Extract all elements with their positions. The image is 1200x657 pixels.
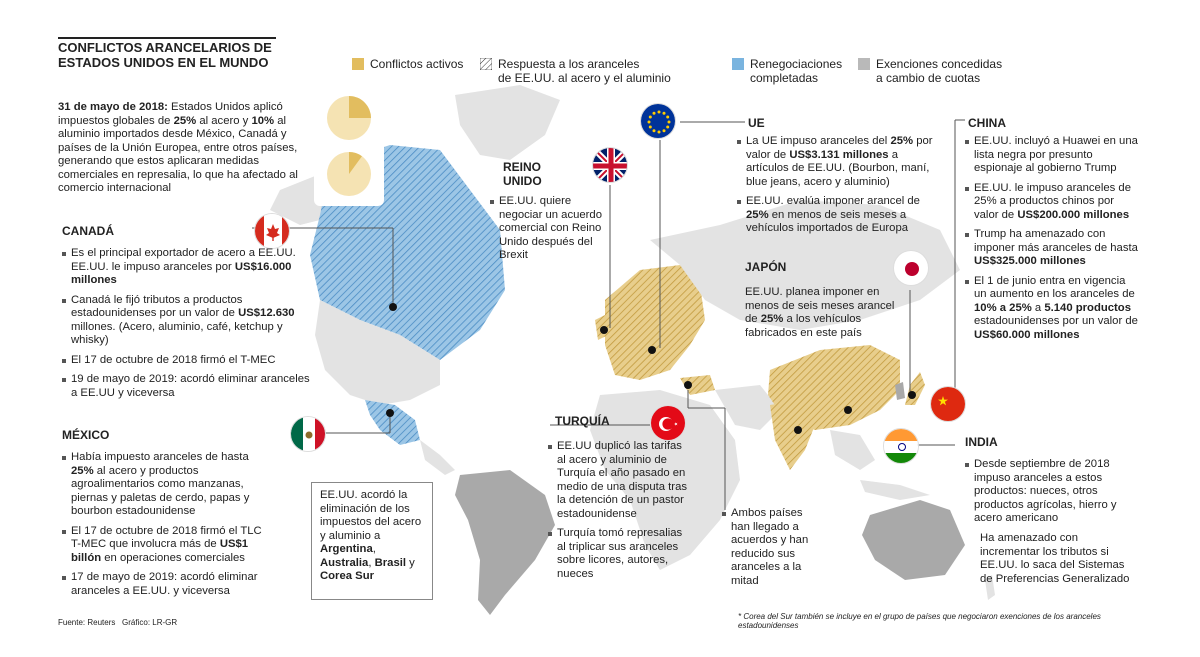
- title-line-1: CONFLICTOS ARANCELARIOS DE: [58, 40, 272, 55]
- turkey-flag-icon: [650, 405, 686, 441]
- country-argentina: Argentina: [320, 543, 373, 555]
- eu-flag-icon: [640, 103, 676, 139]
- pie-panel: [314, 88, 384, 206]
- intro-text: [58, 101, 308, 196]
- legend-label: Renegociaciones: [750, 57, 843, 71]
- intro-date: 31 de mayo de 2018:: [58, 101, 168, 113]
- source-label: Fuente: Reuters: [58, 618, 116, 627]
- japan-text-part: EE.UU. planea imponer en menos de seis meses arancel de: [745, 286, 895, 325]
- intro-pct-aluminum: 10%: [251, 114, 275, 127]
- eu-item-text: a artículos de EE.UU. (Bourbon, maní, blue jeans, acero y aluminio): [746, 148, 930, 188]
- both-countries-list: [722, 507, 812, 594]
- list-item: [965, 182, 1140, 223]
- uk-heading-1: REINO: [503, 160, 542, 174]
- canada-item-text: Canadá le fijó tributos a productos estadounidenses por un valor de: [71, 293, 243, 319]
- legend-label: a cambio de cuotas: [876, 71, 981, 85]
- greenland-shape: [455, 85, 560, 160]
- china-item-bold: 5.140 productos: [1044, 301, 1131, 314]
- legend-label: Conflictos activos: [370, 57, 464, 71]
- china-item-text: Trump ha amenazado con imponer más aranceles de hasta: [974, 228, 1138, 254]
- legend-swatch-blue: [732, 58, 744, 70]
- list-item: [737, 195, 937, 236]
- footer-source: [58, 618, 177, 627]
- canada-item-bold: US$16.000 millones: [71, 260, 292, 286]
- canada-heading: CANADÁ: [62, 224, 114, 238]
- pie-charts: [314, 88, 384, 206]
- mexico-heading: MÉXICO: [62, 428, 110, 442]
- list-item: Desde septiembre de 2018 impuso aranceles a estos productos: nueces, otros productos agrícolas, hierro y acero americano: [965, 458, 1140, 526]
- eu-item-text: por valor de: [746, 135, 933, 161]
- country-australia: Australia: [320, 556, 369, 569]
- canada-item-text: EE.UU. le impuso aranceles por: [71, 260, 235, 273]
- legend-label: Exenciones concedidas: [876, 57, 1003, 71]
- mexico-item-text: El 17 de octubre de 2018 firmó el TLC T-MEC que involucra más de: [71, 524, 262, 550]
- mexico-item-text: en operaciones comerciales: [101, 551, 245, 564]
- intro-text-part: al aluminio importados desde México, Canadá y países de la Unión Europea, entre otros países, generando que estos aplicaran medidas comerciales en represalia, lo que ha afectado al comercio internacional: [58, 114, 298, 194]
- india-flag-icon: [883, 428, 919, 464]
- japan-flag-icon: [893, 250, 929, 286]
- japan-text-bold: 25%: [760, 313, 784, 325]
- intro-pct-steel: 25%: [173, 114, 197, 127]
- uk-heading: [503, 160, 542, 188]
- indonesia-shape: [860, 480, 930, 500]
- eu-item-bold: 25%: [746, 208, 769, 221]
- mexico-item-text: al acero y productos agroalimentarios como manzanas, piernas y paletas de cerdo, papas y bourbon estadounidense: [71, 464, 250, 517]
- mexico-item-bold: US$1 billón: [71, 538, 249, 564]
- uk-heading-2: UNIDO: [503, 174, 542, 188]
- list-item: [62, 451, 267, 519]
- mexico-flag-icon: [290, 416, 326, 452]
- turkey-heading: TURQUÍA: [555, 414, 610, 428]
- list-item: 17 de mayo de 2019: acordó eliminar aranceles a EE.UU. y viceversa: [62, 571, 267, 598]
- eu-heading: UE: [748, 116, 765, 130]
- india-list: [965, 458, 1140, 532]
- legend-label: de EE.UU. al acero y el aluminio: [498, 71, 671, 85]
- india-threat-text: Ha amenazado con incrementar los tributos si EE.UU. lo saca del Sistemas de Preferencias Generalizado: [980, 532, 1130, 585]
- china-heading: CHINA: [968, 116, 1006, 130]
- china-item-text: EE.UU. le impuso aranceles de 25% a productos chinos por valor de: [974, 181, 1131, 221]
- country-brazil: Brasil: [374, 556, 407, 569]
- footer-note: * Corea del Sur también se incluye en el grupo de países que negociaron exenciones de los aranceles estadounidenses: [738, 612, 1101, 630]
- title-line-2: ESTADOS UNIDOS EN EL MUNDO: [58, 55, 269, 70]
- legend-exemptions: [858, 57, 1002, 85]
- list-item: 19 de mayo de 2019: acordó eliminar aranceles a EE.UU y viceversa: [62, 373, 312, 400]
- legend-renegotiations: [732, 57, 842, 85]
- exemptions-box: EE.UU. acordó la eliminación de los impuestos del acero y aluminio a Argentina, Australia, Brasil y Corea Sur: [311, 482, 433, 600]
- legend-swatch-gold: [352, 58, 364, 70]
- southeast-asia-shape: [830, 430, 875, 470]
- country-south-korea: Corea Sur: [320, 570, 374, 582]
- china-item-bold: US$325.000 millones: [974, 255, 1086, 267]
- exemptions-text: EE.UU. acordó la eliminación de los impuestos del acero y aluminio a: [320, 489, 422, 542]
- australia-shape: [862, 500, 965, 580]
- list-item: Ambos países han llegado a acuerdos y han reducido sus aranceles a la mitad: [722, 507, 812, 588]
- china-flag-icon: [930, 386, 966, 422]
- eu-item-bold: US$3.131 millones: [789, 148, 889, 161]
- china-item-text: estadounidenses por un valor de: [974, 315, 1138, 327]
- canada-list: [62, 247, 312, 406]
- legend-swatch-grey: [858, 58, 870, 70]
- list-item: [62, 525, 267, 566]
- japan-text-part: a los vehículos fabricados en este país: [745, 313, 862, 339]
- legend-active-conflicts: [352, 57, 463, 71]
- graphic-credit: Gráfico: LR-GR: [122, 618, 178, 627]
- mexico-item-text: Había impuesto aranceles de hasta: [71, 451, 249, 463]
- list-item: [62, 247, 312, 288]
- list-item: [965, 275, 1140, 343]
- china-item-bold: 10% a 25%: [974, 301, 1032, 314]
- list-item: Turquía tomó represalias al triplicar sus aranceles sobre licores, autores, nueces: [548, 527, 688, 581]
- turkey-list: [548, 440, 688, 587]
- canada-flag-icon: [254, 213, 290, 249]
- eu-item-text: La UE impuso aranceles del: [746, 135, 891, 147]
- list-item: [62, 294, 312, 348]
- legend-label: Respuesta a los aranceles: [498, 57, 640, 71]
- intro-text-part: al acero y: [196, 114, 252, 127]
- eu-item-bold: 25%: [890, 135, 914, 147]
- japan-shape: [905, 372, 925, 405]
- china-item-bold: US$60.000 millones: [974, 328, 1080, 341]
- japan-heading: JAPÓN: [745, 260, 787, 274]
- mexico-list: [62, 451, 267, 604]
- exemptions-conj: y: [406, 556, 415, 569]
- list-item: El 17 de octubre de 2018 firmó el T-MEC: [62, 354, 312, 368]
- india-heading: INDIA: [965, 435, 998, 449]
- legend-label: completadas: [750, 71, 819, 85]
- list-item: EE.UU. incluyó a Huawei en una lista negra por presunto espionaje al gobierno Trump: [965, 135, 1140, 176]
- canada-item-bold: US$12.630: [238, 307, 295, 319]
- legend-swatch-hatch: [480, 58, 492, 70]
- china-list: [965, 135, 1140, 348]
- pie-slice: [349, 96, 371, 118]
- europe-shape: [605, 265, 705, 380]
- eu-item-text: en menos de seis meses a vehículos importados de Europa: [746, 208, 909, 234]
- central-america-shape: [420, 440, 455, 475]
- list-item: [965, 228, 1140, 269]
- mexico-item-bold: 25%: [71, 464, 94, 477]
- list-item: EE.UU. quiere negociar un acuerdo comercial con Reino Unido después del Brexit: [490, 195, 605, 263]
- eu-list: [737, 135, 937, 242]
- uk-flag-icon: [592, 147, 628, 183]
- page-title: [58, 40, 288, 70]
- canada-item-text: Es el principal exportador de acero a EE.UU.: [71, 247, 296, 259]
- list-item: [737, 135, 937, 189]
- korea-shape: [895, 382, 905, 400]
- eu-item-text: EE.UU. evalúa imponer arancel de: [746, 195, 920, 207]
- japan-text: [745, 286, 905, 340]
- china-item-bold: US$200.000 millones: [1017, 208, 1130, 221]
- list-item: EE.UU duplicó las tarifas al acero y aluminio de Turquía el año pasado en medio de una disputa tras la detención de un pastor estadounidense: [548, 440, 688, 521]
- china-item-text: a: [1031, 301, 1045, 314]
- title-rule: [58, 37, 276, 39]
- south-america-shape: [455, 470, 555, 615]
- canada-item-text: millones. (Acero, aluminio, café, ketchup y whisky): [71, 320, 283, 346]
- uk-list: [490, 195, 605, 269]
- intro-text-part: Estados Unidos aplicó impuestos globales de: [58, 101, 283, 127]
- legend-response: [480, 57, 671, 85]
- mexico-shape: [365, 400, 420, 445]
- china-item-text: El 1 de junio entra en vigencia un aumento en los aranceles de: [974, 274, 1135, 300]
